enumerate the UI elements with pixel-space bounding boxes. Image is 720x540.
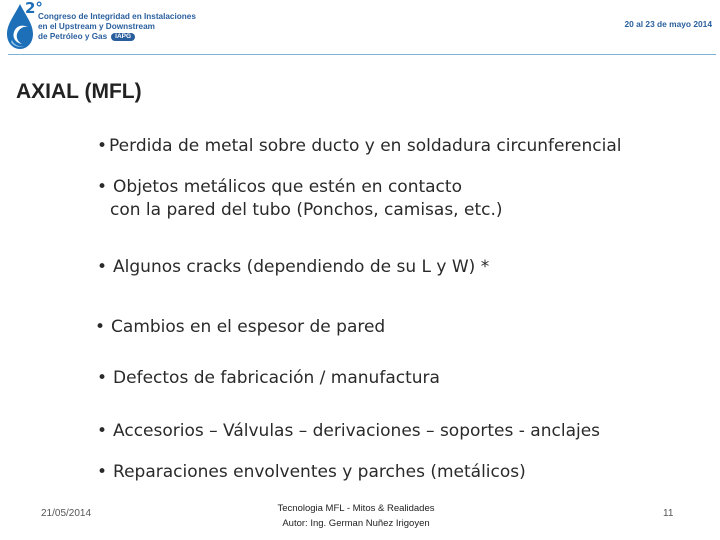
slide-title: AXIAL (MFL)	[16, 80, 142, 103]
logo-line: Congreso de Integridad en Instalaciones	[38, 12, 196, 21]
bullet-marker: •	[97, 421, 108, 441]
logo-line-with-badge	[38, 32, 238, 42]
bullet-item	[97, 256, 489, 279]
bullet-marker: •	[95, 317, 106, 337]
bullet-text: Perdida de metal sobre ducto y en soldadura circunferencial	[109, 136, 622, 156]
congress-logo-text	[38, 12, 238, 42]
event-dates: 20 al 23 de mayo 2014	[624, 19, 712, 29]
bullet-text: Cambios en el espesor de pared	[111, 317, 386, 337]
slide-header	[0, 0, 720, 56]
bullet-item	[97, 176, 503, 222]
bullet-text: Accesorios – Válvulas – derivaciones – soportes - anclajes	[113, 421, 601, 441]
page-number: 11	[663, 508, 674, 519]
bullet-marker: •	[97, 257, 108, 277]
bullet-item	[97, 135, 622, 158]
bullet-text: Reparaciones envolventes y parches (metálicos)	[113, 462, 526, 482]
bullet-item	[97, 461, 526, 484]
footer-date: 21/05/2014	[41, 508, 92, 519]
logo-line: de Petróleo y Gas	[38, 32, 108, 41]
bullet-item	[97, 367, 440, 390]
bullet-marker: •	[97, 136, 108, 156]
bullet-marker: •	[97, 462, 108, 482]
bullet-text: Objetos metálicos que estén en contacto	[113, 177, 462, 197]
bullet-text: Algunos cracks (dependiendo de su L y W) *	[113, 257, 490, 277]
footer-presentation-info	[230, 501, 482, 531]
bullet-item	[97, 420, 600, 443]
iapg-badge: IAPG	[111, 33, 135, 41]
bullet-marker: •	[97, 368, 108, 388]
bullet-marker: •	[97, 177, 108, 197]
logo-number: 2°	[25, 0, 43, 17]
footer-author: Autor: Ing. German Nuñez Irigoyen	[282, 518, 430, 529]
header-divider	[8, 54, 716, 55]
bullet-text-continuation: con la pared del tubo (Ponchos, camisas, etc.)	[110, 200, 503, 220]
bullet-item	[95, 316, 385, 339]
logo-line: en el Upstream y Downstream	[38, 22, 155, 31]
footer-title: Tecnologia MFL - Mitos & Realidades	[277, 503, 435, 514]
bullet-text: Defectos de fabricación / manufactura	[113, 368, 440, 388]
